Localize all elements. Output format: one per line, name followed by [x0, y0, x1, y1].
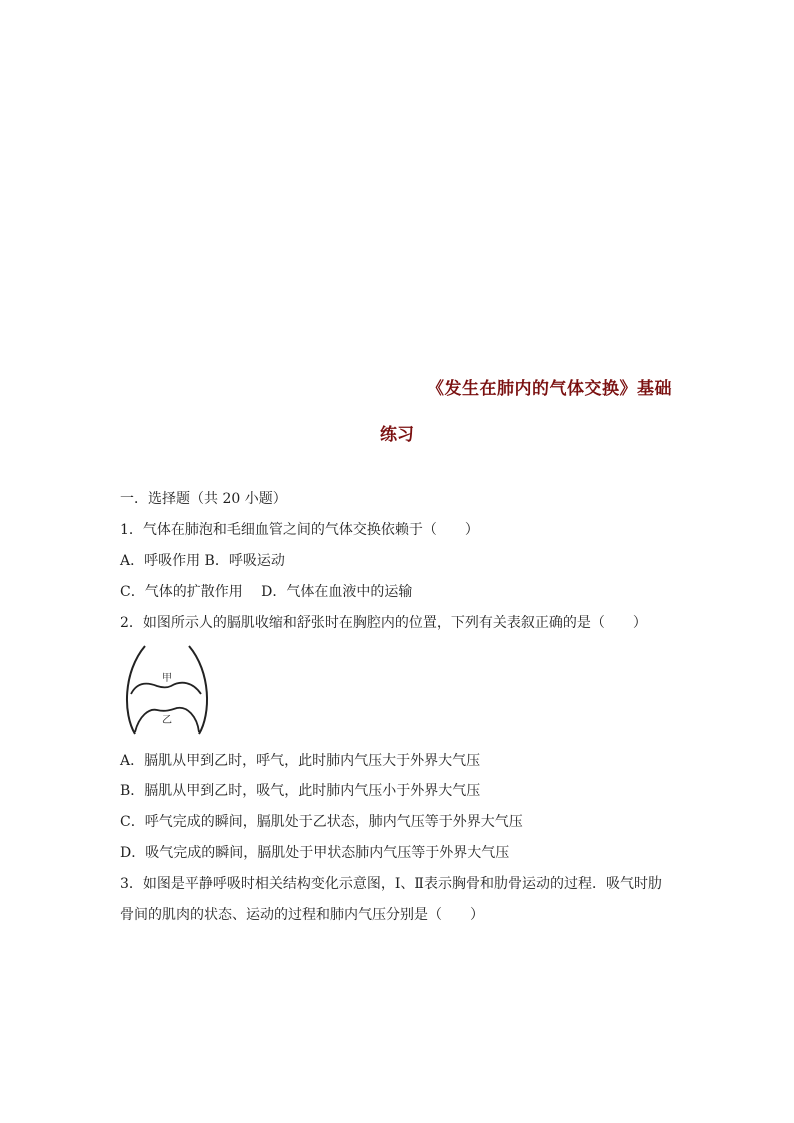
- question-2-option-a: A．膈肌从甲到乙时，呼气，此时肺内气压大于外界大气压: [120, 753, 481, 769]
- question-1-stem: 1．气体在肺泡和毛细血管之间的气体交换依赖于（ ）: [120, 522, 479, 538]
- section-heading: 一．选择题（共 20 小题）: [120, 491, 287, 507]
- question-2-option-c: C．呼气完成的瞬间，膈肌处于乙状态，肺内气压等于外界大气压: [120, 814, 523, 830]
- title-line-1: 《发生在肺内的气体交换》基础: [427, 379, 672, 399]
- question-2-option-d: D．吸气完成的瞬间，膈肌处于甲状态肺内气压等于外界大气压: [120, 845, 510, 861]
- label-jia: 甲: [162, 673, 172, 684]
- question-3-stem-line-2: 骨间的肌肉的状态、运动的过程和肺内气压分别是（ ）: [120, 907, 484, 923]
- question-3-stem-line-1: 3．如图是平静呼吸时相关结构变化示意图，Ⅰ、Ⅱ表示胸骨和肋骨运动的过程．吸气时肋: [120, 876, 662, 892]
- title-line-2: 练习: [380, 425, 414, 445]
- left-rib-arc: [127, 646, 145, 734]
- question-1-option-ab: A．呼吸作用 B．呼吸运动: [120, 553, 285, 569]
- diaphragm-figure: [121, 642, 213, 738]
- label-yi: 乙: [162, 715, 172, 726]
- question-2-stem: 2．如图所示人的膈肌收缩和舒张时在胸腔内的位置，下列有关表叙正确的是（ ）: [120, 615, 647, 631]
- question-2-option-b: B．膈肌从甲到乙时，吸气，此时肺内气压小于外界大气压: [120, 783, 481, 799]
- question-1-option-cd: C．气体的扩散作用 D．气体在血液中的运输: [120, 584, 413, 600]
- diaphragm-upper-line: [131, 683, 201, 694]
